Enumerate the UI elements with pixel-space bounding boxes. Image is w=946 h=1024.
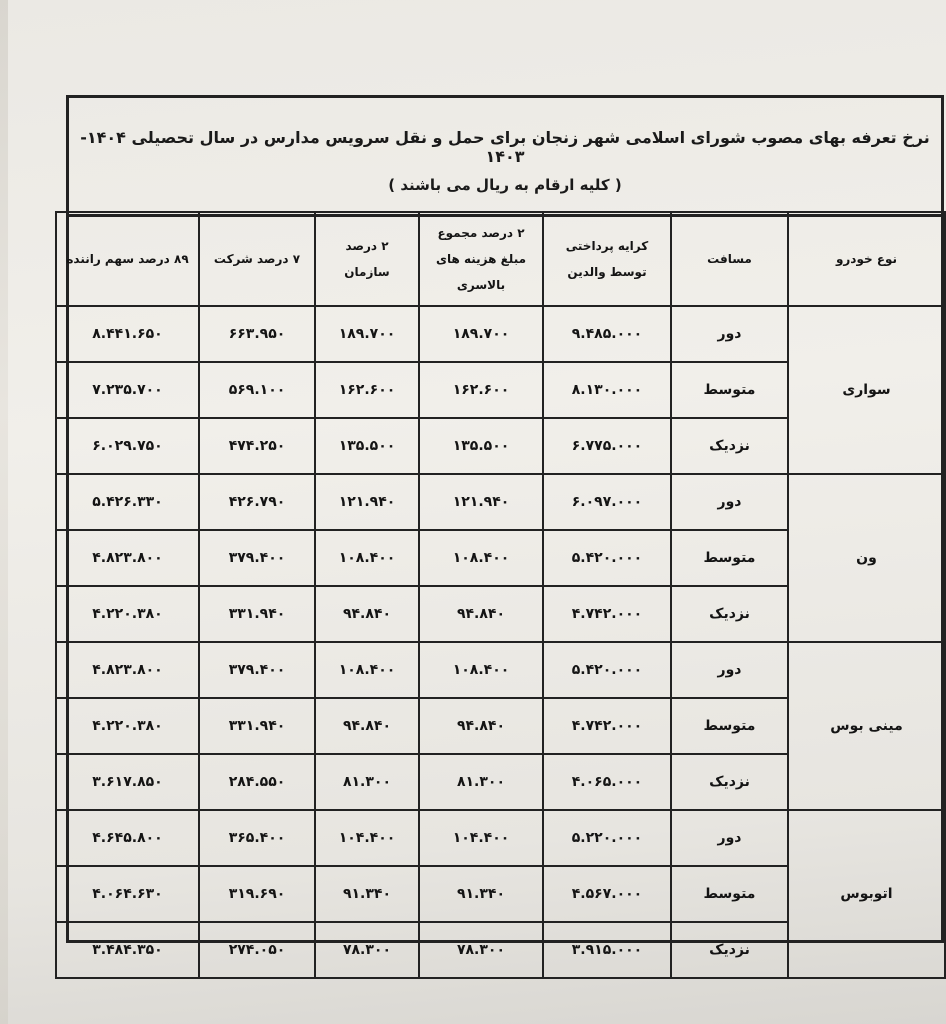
company-cell: ۳۱۹.۶۹۰ [199,866,315,922]
organization-cell: ۱۶۲.۶۰۰ [315,362,419,418]
parent-fare-cell: ۳.۹۱۵.۰۰۰ [543,922,671,978]
company-cell: ۳۳۱.۹۴۰ [199,698,315,754]
parent-fare-cell: ۸.۱۳۰.۰۰۰ [543,362,671,418]
header-company-7pct: ۷ درصد شرکت [199,212,315,306]
parent-fare-cell: ۵.۴۲۰.۰۰۰ [543,530,671,586]
distance-cell: نزدیک [671,922,788,978]
overhead-cell: ۱۶۲.۶۰۰ [419,362,543,418]
header-distance: مسافت [671,212,788,306]
distance-cell: دور [671,642,788,698]
overhead-cell: ۹۴.۸۴۰ [419,586,543,642]
company-cell: ۵۶۹.۱۰۰ [199,362,315,418]
driver-share-cell: ۴.۶۴۵.۸۰۰ [56,810,199,866]
tariff-table [55,211,946,979]
company-cell: ۳۷۹.۴۰۰ [199,642,315,698]
organization-cell: ۱۰۸.۴۰۰ [315,642,419,698]
overhead-cell: ۱۸۹.۷۰۰ [419,306,543,362]
header-driver-89pct: ۸۹ درصد سهم راننده [56,212,199,306]
parent-fare-cell: ۶.۷۷۵.۰۰۰ [543,418,671,474]
organization-cell: ۹۴.۸۴۰ [315,698,419,754]
driver-share-cell: ۴.۰۶۴.۶۳۰ [56,866,199,922]
driver-share-cell: ۳.۶۱۷.۸۵۰ [56,754,199,810]
driver-share-cell: ۳.۴۸۴.۳۵۰ [56,922,199,978]
header-vehicle-type: نوع خودرو [788,212,945,306]
organization-cell: ۸۱.۳۰۰ [315,754,419,810]
driver-share-cell: ۵.۴۲۶.۳۳۰ [56,474,199,530]
table-row [56,810,945,866]
overhead-cell: ۱۲۱.۹۴۰ [419,474,543,530]
company-cell: ۳۳۱.۹۴۰ [199,586,315,642]
driver-share-cell: ۷.۲۳۵.۷۰۰ [56,362,199,418]
driver-share-cell: ۴.۸۲۳.۸۰۰ [56,642,199,698]
distance-cell: نزدیک [671,754,788,810]
vehicle-type-cell: اتوبوس [788,810,945,978]
organization-cell: ۷۸.۳۰۰ [315,922,419,978]
parent-fare-cell: ۹.۴۸۵.۰۰۰ [543,306,671,362]
company-cell: ۶۶۳.۹۵۰ [199,306,315,362]
driver-share-cell: ۴.۸۲۳.۸۰۰ [56,530,199,586]
company-cell: ۲۷۴.۰۵۰ [199,922,315,978]
document-title [69,98,941,217]
company-cell: ۴۷۴.۲۵۰ [199,418,315,474]
title-line-2: ( کلیه ارقام به ریال می باشند ) [388,176,622,194]
organization-cell: ۱۲۱.۹۴۰ [315,474,419,530]
company-cell: ۳۷۹.۴۰۰ [199,530,315,586]
company-cell: ۲۸۴.۵۵۰ [199,754,315,810]
distance-cell: متوسط [671,866,788,922]
organization-cell: ۱۰۸.۴۰۰ [315,530,419,586]
header-organization-2pct: ۲ درصد سازمان [315,212,419,306]
parent-fare-cell: ۵.۲۲۰.۰۰۰ [543,810,671,866]
table-row [56,306,945,362]
overhead-cell: ۹۱.۳۴۰ [419,866,543,922]
vehicle-type-cell: سواری [788,306,945,474]
company-cell: ۳۶۵.۴۰۰ [199,810,315,866]
driver-share-cell: ۸.۴۴۱.۶۵۰ [56,306,199,362]
header-parent-fare: کرایه پرداختی توسط والدین [543,212,671,306]
table-row [56,474,945,530]
title-line-1: نرخ تعرفه بهای مصوب شورای اسلامی شهر زنجان برای حمل و نقل سرویس مدارس در سال تحصیلی ۱۴۰۴- ۱۴۰۳ [80,128,930,166]
table-row [56,642,945,698]
parent-fare-cell: ۴.۰۶۵.۰۰۰ [543,754,671,810]
distance-cell: دور [671,474,788,530]
organization-cell: ۱۰۴.۴۰۰ [315,810,419,866]
table-body [56,306,945,978]
header-overhead-2pct: ۲ درصد مجموع مبلغ هزینه های بالاسری [419,212,543,306]
organization-cell: ۹۴.۸۴۰ [315,586,419,642]
parent-fare-cell: ۵.۴۲۰.۰۰۰ [543,642,671,698]
driver-share-cell: ۴.۲۲۰.۳۸۰ [56,586,199,642]
distance-cell: نزدیک [671,418,788,474]
driver-share-cell: ۴.۲۲۰.۳۸۰ [56,698,199,754]
parent-fare-cell: ۴.۵۶۷.۰۰۰ [543,866,671,922]
tariff-document [66,95,944,958]
distance-cell: نزدیک [671,586,788,642]
overhead-cell: ۱۰۸.۴۰۰ [419,642,543,698]
distance-cell: دور [671,810,788,866]
overhead-cell: ۱۰۴.۴۰۰ [419,810,543,866]
table-header [56,212,945,306]
paper-sheet [8,0,946,1024]
vehicle-type-cell: ون [788,474,945,642]
overhead-cell: ۱۳۵.۵۰۰ [419,418,543,474]
overhead-cell: ۹۴.۸۴۰ [419,698,543,754]
header-row [56,212,945,306]
organization-cell: ۱۸۹.۷۰۰ [315,306,419,362]
distance-cell: متوسط [671,530,788,586]
distance-cell: متوسط [671,362,788,418]
driver-share-cell: ۶.۰۲۹.۷۵۰ [56,418,199,474]
parent-fare-cell: ۴.۷۴۲.۰۰۰ [543,698,671,754]
company-cell: ۴۲۶.۷۹۰ [199,474,315,530]
distance-cell: متوسط [671,698,788,754]
organization-cell: ۹۱.۳۴۰ [315,866,419,922]
organization-cell: ۱۳۵.۵۰۰ [315,418,419,474]
overhead-cell: ۱۰۸.۴۰۰ [419,530,543,586]
parent-fare-cell: ۴.۷۴۲.۰۰۰ [543,586,671,642]
parent-fare-cell: ۶.۰۹۷.۰۰۰ [543,474,671,530]
overhead-cell: ۸۱.۳۰۰ [419,754,543,810]
distance-cell: دور [671,306,788,362]
vehicle-type-cell: مینی بوس [788,642,945,810]
overhead-cell: ۷۸.۳۰۰ [419,922,543,978]
